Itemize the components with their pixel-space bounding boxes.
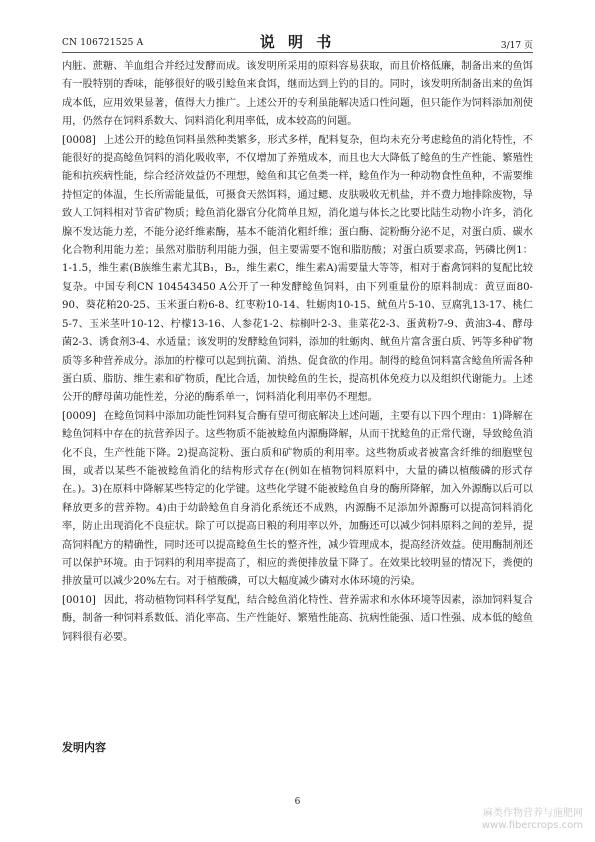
paragraph-0008: [62, 132, 533, 408]
watermark-url: www.fibercrops.com: [481, 820, 583, 831]
page-indicator: 3/17 页: [500, 41, 533, 51]
paragraph-intro: 内脏、蔗糖、羊血组合并经过发酵而成。该发明所采用的原料容易获取，而且价格低廉，制备出来的鱼饵有一股特别的香味，能够很好的吸引鲶鱼来食饵，继而达到上钓的目的。同时，该发明所制备出来的鱼饵成本低，应用效果显著，值得大力推广。上述公开的专利虽能解决适口性问题，但只能作为饲料添加剂使用，仍然存在饲料系数大、饲料消化利用率低，成本较高的问题。: [62, 61, 533, 128]
watermark: [482, 808, 583, 832]
paragraph-text: 上述公开的鲶鱼饲料虽然种类繁多，形式多样，配料复杂，但均未充分考虑鲶鱼的消化特性，不能很好的提高鲶鱼饲料的消化吸收率，不仅增加了养殖成本，而且也大大降低了鲶鱼的生产性能、繁殖性能和抗疾病性能，综合经济效益仍不理想，鲶鱼和其它鱼类一样，鲶鱼作为一种动物食性鱼种，不需要维持恒定的体温，生长所需能量低，可摄食天然饵料，通过鳃、皮肤吸收无机盐，并不费力地排除废物，导致人工饲料相对节省矿物质；鲶鱼消化器官分化简单且短，消化道与体长之比要比陆生动物小许多，消化腺不发达能力差，不能分泌纤维素酶，基本不能消化粗纤维；蛋白酶、淀粉酶分泌不足，对蛋白质、碳水化合物利用能力差；虽然对脂肪利用能力强，但主要需要不饱和脂肪酸；对蛋白质要求高，钙磷比例1：1-1.5，维生素(B族维生素尤其B₁，B₂，维生素C，维生素A)需要量大等等，相对于畜禽饲料的复配比较复杂。中国专利CN 104543450 A公开了一种发酵鲶鱼饲料，由下列重量份的原料制成：黄豆面80-90、葵花粕20-25、玉米蛋白粉6-8、红枣粉10-14、牡蛎肉10-15、鱿鱼片5-10、豆腐乳13-17、桃仁5-7、玉米茎叶10-12、柠檬13-16、人参花1-2、棕榈叶2-3、韭菜花2-3、蛋黄粉7-9、黄油3-4、酵母菌2-3、诱食剂3-4、水适量；该发明的发酵鲶鱼饲料，添加的牡蛎肉、鱿鱼片富含蛋白质、钙等多种矿物质等多种营养成分。添加的柠檬可以起到抗菌、消热、促食欲的作用。制得的鲶鱼饲料富含鲶鱼所需各种蛋白质、脂肪、维生素和矿物质，配比合适，加快鲶鱼的生长，提高机体免疫力以及组织代谢能力。上述公开的酵母菌功能性差，分泌的酶系单一，饲料消化利用率仍不理想。: [62, 134, 533, 404]
document-body: [62, 58, 533, 647]
paragraph-number: [0010]: [62, 594, 96, 606]
page-header: [62, 26, 533, 53]
paragraph-text: 在鲶鱼饲料中添加功能性饲料复合酶有望可彻底解决上述问题，主要有以下四个理由：1)降解在鲶鱼饲料中存在的抗营养因子。这些物质不能被鲶鱼内源酶降解，从而干扰鲶鱼的正常代谢，导致鲶鱼消化不良，生产性能下降。2)提高淀粉、蛋白质和矿物质的利用率。这些物质或者被富含纤维的细胞壁包围，或者以某些不能被鲶鱼消化的结构形式存在(例如在植物饲料原料中，大量的磷以植酸磷的形式存在。)。3)在原料中降解某些特定的化学键。这些化学键不能被鲶鱼自身的酶所降解，加入外源酶以后可以释放更多的营养物。4)由于幼龄鲶鱼自身消化系统还不成熟，内源酶不足添加外源酶可以提高饲料消化率，防止出现消化不良症状。除了可以提高日粮的利用率以外，加酶还可以减少饲料原料之间的差异，提高饲料配方的精确性，同时还可以提高鲶鱼生长的整齐性，减少管理成本，提高经济效益。使用酶制剂还可以保护环境。由于饲料的利用率提高了，相应的粪便排放量下降了。在效果比较明显的情况下，粪便的排放量可以减少20%左右。对于植酸磷，可以大幅度减少磷对水体环境的污染。: [62, 410, 533, 588]
publication-number: CN 106721525 A: [62, 38, 144, 48]
paragraph-number: [0008]: [62, 134, 96, 146]
paragraph-text: 因此，将动植物饲料科学复配，结合鲶鱼消化特性、营养需求和水体环境等因素，添加饲料复合酶，制备一种饲料系数低、消化率高、生产性能好、繁殖性能高、抗病性能强、适口性强、成本低的鲶鱼饲料很有必要。: [62, 594, 533, 643]
paragraph-0010: [62, 592, 533, 647]
paragraph-0009: [62, 408, 533, 592]
paragraph-number: [0009]: [62, 410, 96, 422]
document-title: 说 明 书: [259, 33, 336, 51]
section-heading: 发明内容: [62, 741, 106, 754]
page-number: 6: [294, 797, 301, 807]
watermark-title: 麻类作物营养与施肥网: [483, 808, 583, 819]
